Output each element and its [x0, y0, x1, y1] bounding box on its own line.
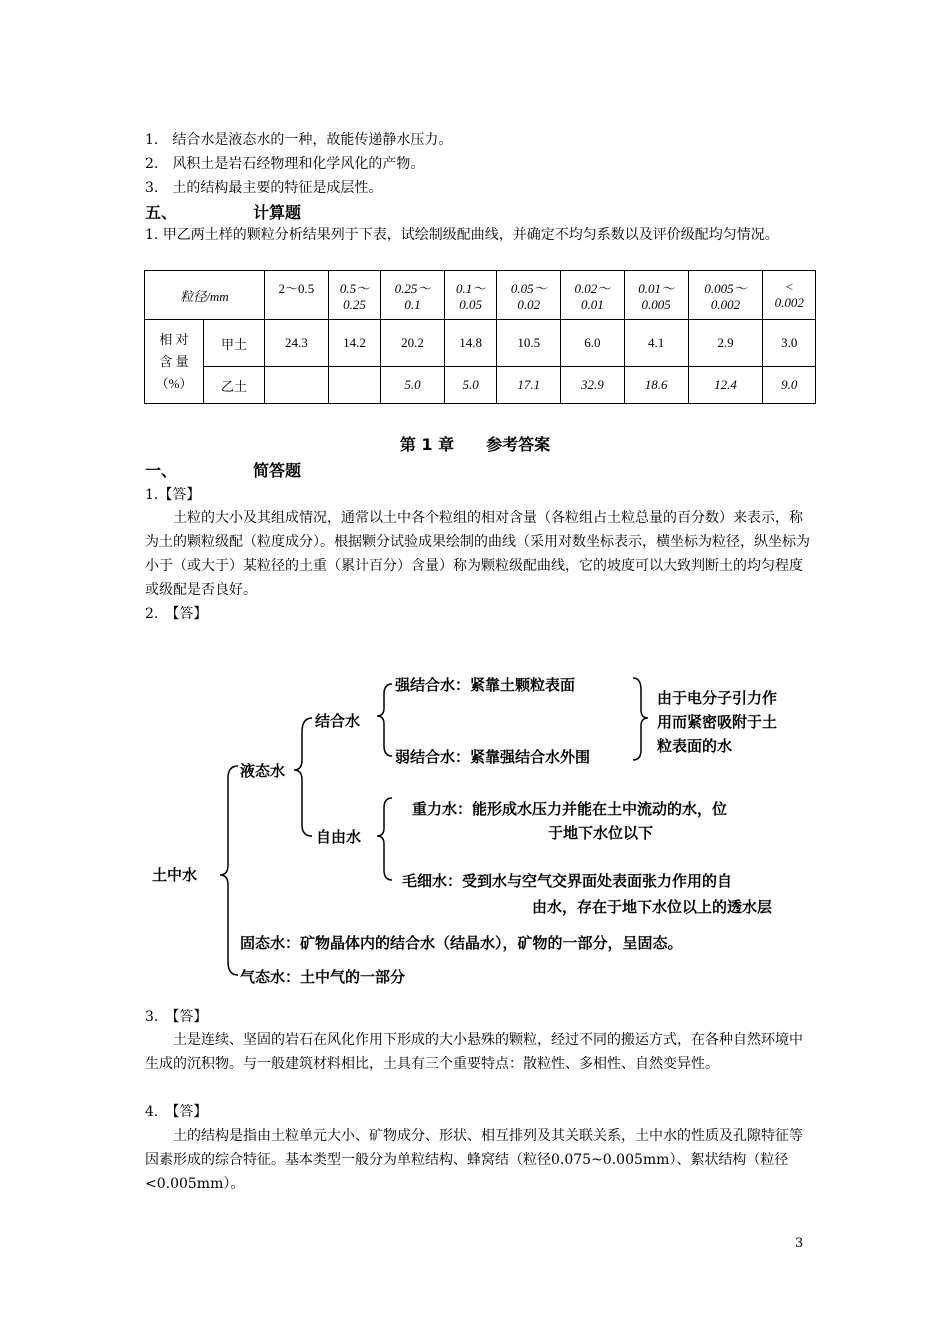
- node-strong-bound: 强结合水：紧靠土颗粒表面: [395, 676, 576, 694]
- question-1: 1. 结合水是液态水的一种，故能传递静水压力。: [145, 132, 453, 148]
- table-cell: 4.1: [624, 320, 688, 367]
- node-gas-water: 气态水：土中气的一部分: [240, 968, 406, 986]
- node-capillary-water-cont: 由水，存在于地下水位以上的透水层: [532, 898, 773, 916]
- table-cell: [328, 367, 380, 404]
- answer-3-text: 土是连续、坚固的岩石在风化作用下形成的大小悬殊的颗粒，经过不同的搬运方式，在各种自然环境中生成的沉积物。与一般建筑材料相比，土具有三个重要特点：散粒性、多相性、自然变异性。: [145, 1032, 803, 1072]
- range-cell: 0.005～ 0.002: [688, 271, 763, 320]
- section-title: 计算题: [253, 203, 302, 222]
- node-bound-water: 结合水: [315, 712, 361, 730]
- section-title: 简答题: [253, 461, 302, 480]
- table-cell: 9.0: [763, 367, 816, 404]
- table-cell: 14.2: [328, 320, 380, 367]
- answer-1-text: 土粒的大小及其组成情况，通常以土中各个粒组的相对含量（各粒组占土粒总量的百分数）来表示，称为土的颗粒级配（粒度成分）。根据颗分试验成果绘制的曲线（采用对数坐标表示，横坐标为粒径，纵坐标为小于（或大于）某粒径的土重（累计百分）含量）称为颗粒级配曲线，它的坡度可以大致判断土的均匀程度或级配是否良好。: [145, 510, 810, 598]
- range-cell: 0.5～ 0.25: [328, 271, 380, 320]
- table-cell: 18.6: [624, 367, 688, 404]
- table-cell: 5.0: [381, 367, 445, 404]
- range-cell: 0.25～ 0.1: [381, 271, 445, 320]
- node-liquid-water: 液态水: [240, 762, 286, 780]
- question-3: 3. 土的结构最主要的特征是成层性。: [145, 180, 383, 196]
- table-cell: 6.0: [561, 320, 625, 367]
- page-number: 3: [795, 1236, 804, 1251]
- table-cell: 10.5: [497, 320, 561, 367]
- node-capillary-water: 毛细水：受到水与空气交界面处表面张力作用的自: [402, 872, 733, 890]
- answer-4-label: 4. 【答】: [145, 1104, 208, 1120]
- soil-b-name: 乙土: [204, 367, 265, 404]
- chapter-title: 第 1 章 参考答案: [399, 435, 551, 454]
- table-cell: 14.8: [444, 320, 496, 367]
- soil-water-diagram: [140, 660, 820, 1000]
- soil-a-name: 甲土: [204, 320, 265, 367]
- table-cell: 5.0: [444, 367, 496, 404]
- bound-water-note: 由于电分子引力作 用而紧密吸附于土 粒表面的水: [657, 689, 778, 755]
- table-cell: 3.0: [763, 320, 816, 367]
- answer-4-text: 土的结构是指由土粒单元大小、矿物成分、形状、相互排列及其关联关系，土中水的性质及孔隙特征等因素形成的综合特征。基本类型一般分为单粒结构、蜂窝结（粒径0.075~0.005mm）、絮状结构（粒径<0.005mm）。: [145, 1128, 803, 1192]
- table-cell: 32.9: [561, 367, 625, 404]
- answer-1-label: 1.【答】: [145, 487, 201, 503]
- range-cell: 0.05～ 0.02: [497, 271, 561, 320]
- table-cell: 24.3: [265, 320, 329, 367]
- node-weak-bound: 弱结合水：紧靠强结合水外围: [395, 748, 591, 766]
- answer-2-label: 2. 【答】: [145, 606, 208, 622]
- calc-question-1: 1. 甲乙两土样的颗粒分析结果列于下表，试绘制级配曲线，并确定不均匀系数以及评价级配均匀情况。: [145, 227, 779, 243]
- range-cell: < 0.002: [763, 271, 816, 320]
- range-cell: 0.01～ 0.005: [624, 271, 688, 320]
- section-5-heading: [145, 200, 302, 223]
- node-gravity-water: 重力水：能形成水压力并能在土中流动的水，位: [412, 800, 728, 818]
- section-number: 五、: [145, 203, 178, 222]
- table-header-label: 粒径/mm: [145, 271, 265, 320]
- table-cell: [265, 367, 329, 404]
- section-number: 一、: [145, 461, 178, 480]
- node-root: 土中水: [152, 866, 198, 884]
- table-cell: 20.2: [381, 320, 445, 367]
- node-gravity-water-cont: 于地下水位以下: [548, 824, 654, 842]
- question-2: 2. 风积土是岩石经物理和化学风化的产物。: [145, 156, 425, 172]
- grain-size-table: [144, 270, 816, 404]
- answer-3-label: 3. 【答】: [145, 1009, 208, 1025]
- node-free-water: 自由水: [316, 828, 362, 846]
- table-cell: 2.9: [688, 320, 763, 367]
- range-cell: 0.02～ 0.01: [561, 271, 625, 320]
- table-cell: 12.4: [688, 367, 763, 404]
- row-label: 相 对 含 量 （%）: [145, 320, 204, 404]
- range-cell: 0.1～ 0.05: [444, 271, 496, 320]
- range-cell: 2～0.5: [265, 271, 329, 320]
- section-1-heading: [145, 458, 302, 481]
- table-cell: 17.1: [497, 367, 561, 404]
- node-solid-water: 固态水：矿物晶体内的结合水（结晶水），矿物的一部分，呈固态。: [240, 934, 683, 952]
